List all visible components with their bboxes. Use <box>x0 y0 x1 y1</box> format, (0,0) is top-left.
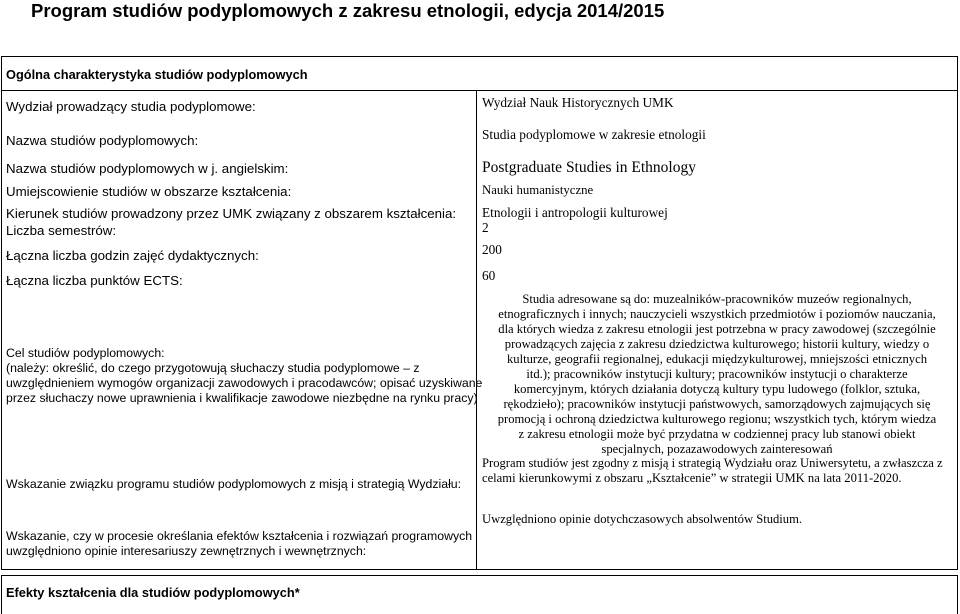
strategy-value-line: Program studiów jest zgodny z misją i strategią Wydziału oraz Uniwersytetu, a zwłaszcza z <box>482 456 943 470</box>
goal-label-line: Cel studiów podyplomowych: <box>6 346 165 360</box>
ects-value: 60 <box>482 268 496 283</box>
footer-heading: Efekty kształcenia dla studiów podyplomowych* <box>6 585 300 600</box>
goal-label-line: przez słuchaczy nowe uprawnienia i kwalifikacje zawodowe niezbędne na rynku pracy) <box>6 391 478 405</box>
goal-value-line: dla których wiedza z zakresu etnologii jest potrzebna w pracy zawodowej (szczególnie <box>498 322 936 336</box>
goal-value-line: rękodzieło); pracowników instytucji państwowych, samorządowych zajmujących się <box>503 397 931 411</box>
goal-label-line: uwzględnieniem wymogów organizacji zawodowych i pracodawców; opisać uzyskiwane <box>6 376 483 390</box>
area-value: Nauki humanistyczne <box>482 183 594 197</box>
area-label: Umiejscowienie studiów w obszarze kształcenia: <box>6 184 292 199</box>
stakeholders-label-line: uwzględniono opinie interesariuszy zewnętrznych i wewnętrznych: <box>6 544 367 558</box>
goal-value-line: itd.); pracowników instytucji kultury; pracowników instytucji o charakterze <box>526 367 908 381</box>
stakeholders-value: Uwzględniono opinie dotychczasowych absolwentów Studium. <box>482 512 803 526</box>
strategy-value <box>482 456 956 486</box>
goal-value-line: etnograficznych i innych; nauczycieli wszystkich przedmiotów i poziomów nauczania, <box>498 307 936 321</box>
column-divider <box>476 91 477 570</box>
hours-label: Łączna liczba godzin zajęć dydaktycznych: <box>6 248 259 263</box>
stakeholders-label-line: Wskazanie, czy w procesie określania efektów kształcenia i rozwiązań programowych <box>6 529 473 543</box>
name-pl-label: Nazwa studiów podyplomowych: <box>6 133 199 148</box>
section-heading: Ogólna charakterystyka studiów podyplomowych <box>6 67 308 82</box>
name-pl-value: Studia podyplomowe w zakresie etnologii <box>482 127 706 142</box>
faculty-value: Wydział Nauk Historycznych UMK <box>482 95 674 110</box>
page-title: Program studiów podyplomowych z zakresu etnologii, edycja 2014/2015 <box>31 0 665 21</box>
goal-value-line: specjalnych, pozazawodowych zainteresowań <box>601 442 833 456</box>
direction-label: Kierunek studiów prowadzony przez UMK związany z obszarem kształcenia: <box>6 206 457 221</box>
goal-label <box>6 346 482 406</box>
faculty-label: Wydział prowadzący studia podyplomowe: <box>6 99 256 114</box>
row-divider <box>1 90 958 91</box>
strategy-value-line: celami kierunkowymi z obszaru „Kształcenie” w strategii UMK na lata 2011-2020. <box>482 471 902 485</box>
name-en-value: Postgraduate Studies in Ethnology <box>482 159 696 176</box>
strategy-label: Wskazanie związku programu studiów podyplomowych z misją i strategią Wydziału: <box>6 477 462 491</box>
ects-label: Łączna liczba punktów ECTS: <box>6 273 183 288</box>
semesters-label: Liczba semestrów: <box>6 223 117 238</box>
goal-value-line: promocją i ochroną dziedzictwa kulturowego regionu; wszystkich tych, którym wiedza <box>497 412 937 426</box>
goal-value-line: komercyjnym, których działania dotyczą kultury typu ludowego (folklor, sztuka, <box>513 382 921 396</box>
goal-value-line: z zakresu etnologii może być przydatna w codziennej pracy lub stanowi obiekt <box>518 427 916 441</box>
goal-value <box>482 292 952 457</box>
goal-value-line: prowadzących zajęcia z zakresu dziedzictwa kulturowego; historii kultury, wiedzy o <box>504 337 930 351</box>
name-en-label: Nazwa studiów podyplomowych w j. angielskim: <box>6 161 289 176</box>
goal-value-line: Studia adresowane są do: muzealników-pracowników muzeów regionalnych, <box>522 292 912 306</box>
goal-value-line: kulturze, geografii regionalnej, edukacji międzykulturowej, mniejszości etnicznych <box>507 352 927 366</box>
semesters-value: 2 <box>482 220 489 235</box>
direction-value: Etnologii i antropologii kulturowej <box>482 205 668 220</box>
stakeholders-label <box>6 529 472 559</box>
goal-label-line: (należy: określić, do czego przygotowują słuchaczy studia podyplomowe – z <box>6 361 420 375</box>
hours-value: 200 <box>482 242 502 257</box>
